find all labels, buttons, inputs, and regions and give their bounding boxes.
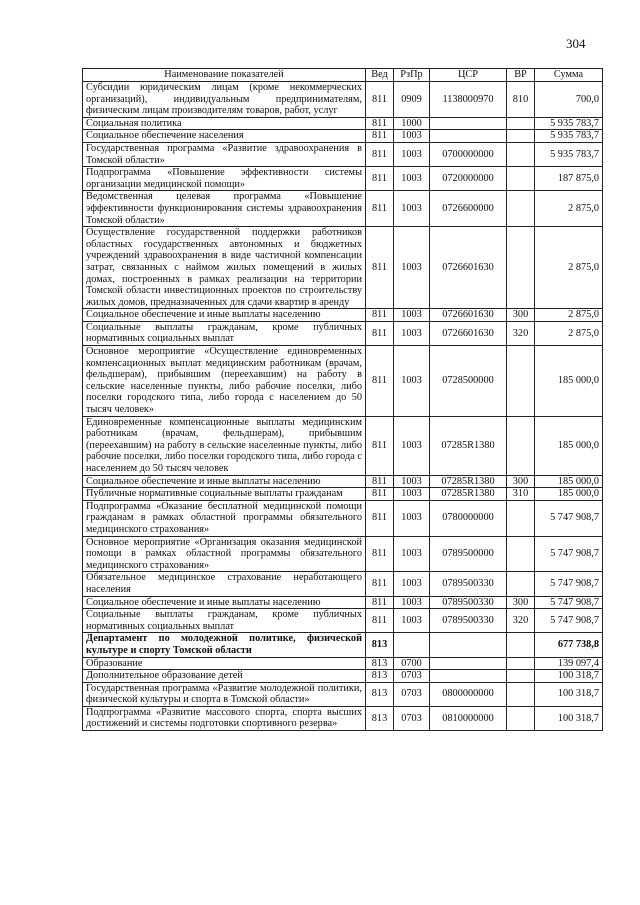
- row-csr-cell: 0810000000: [430, 706, 507, 730]
- row-name-cell: Социальные выплаты гражданам, кроме публичных нормативных социальных выплат: [83, 321, 366, 345]
- row-ved-cell: 811: [366, 82, 394, 118]
- row-vr-cell: [507, 130, 535, 143]
- row-name-cell: Департамент по молодежной политике, физической культуре и спорту Томской области: [83, 633, 366, 657]
- row-name-cell: Единовременные компенсационные выплаты медицинским работникам (врачам, фельдшерам), прибывшим (переехавшим) на работу в сельские населенные пункты, либо рабочие поселки, либо поселки городского типа, либо города с населением до 50 тысяч человек: [83, 416, 366, 475]
- row-name-cell: Основное мероприятие «Осуществление единовременных компенсационных выплат медицинским работникам (врачам, фельдшерам), прибывшим (переехавшим) на работу в сельские населенные пункты, либо рабочие поселки, либо поселки городского типа, либо города с населением до 50 тысяч человек»: [83, 346, 366, 417]
- row-sum-cell: 185 000,0: [535, 488, 603, 501]
- row-rzpr-cell: 0703: [394, 670, 430, 683]
- row-ved-cell: 813: [366, 657, 394, 670]
- column-header-vr: ВР: [507, 69, 535, 82]
- column-header-rzpr: РзПр: [394, 69, 430, 82]
- table-row: [83, 572, 603, 596]
- row-vr-cell: [507, 416, 535, 475]
- row-sum-cell: 185 000,0: [535, 416, 603, 475]
- row-name-cell: Дополнительное образование детей: [83, 670, 366, 683]
- row-rzpr-cell: 1003: [394, 596, 430, 609]
- table-row: [83, 670, 603, 683]
- row-vr-cell: 310: [507, 488, 535, 501]
- row-ved-cell: 811: [366, 117, 394, 130]
- row-ved-cell: 811: [366, 309, 394, 322]
- row-csr-cell: 0789500330: [430, 596, 507, 609]
- row-vr-cell: [507, 657, 535, 670]
- table-row: [83, 117, 603, 130]
- row-vr-cell: [507, 117, 535, 130]
- row-name-cell: Социальное обеспечение и иные выплаты населению: [83, 309, 366, 322]
- row-csr-cell: 1138000970: [430, 82, 507, 118]
- row-name-cell: Социальная политика: [83, 117, 366, 130]
- row-name-cell: Государственная программа «Развитие здравоохранения в Томской области»: [83, 142, 366, 166]
- row-ved-cell: 811: [366, 500, 394, 536]
- column-header-name: Наименование показателей: [83, 69, 366, 82]
- row-ved-cell: 811: [366, 609, 394, 633]
- row-csr-cell: 0789500330: [430, 572, 507, 596]
- row-rzpr-cell: 1003: [394, 475, 430, 488]
- row-csr-cell: 0720000000: [430, 167, 507, 191]
- table-row: [83, 500, 603, 536]
- table-row: [83, 475, 603, 488]
- row-rzpr-cell: 1003: [394, 191, 430, 227]
- row-sum-cell: 100 318,7: [535, 706, 603, 730]
- row-rzpr-cell: 1003: [394, 488, 430, 501]
- row-name-cell: Ведомственная целевая программа «Повышение эффективности функционирования системы здравоохранения Томской области»: [83, 191, 366, 227]
- row-vr-cell: 300: [507, 309, 535, 322]
- row-rzpr-cell: 1003: [394, 309, 430, 322]
- table-row: [83, 346, 603, 417]
- row-sum-cell: 185 000,0: [535, 346, 603, 417]
- table-row: [83, 536, 603, 572]
- row-sum-cell: 5 747 908,7: [535, 500, 603, 536]
- budget-table: [82, 68, 603, 731]
- row-vr-cell: [507, 633, 535, 657]
- row-csr-cell: 0789500330: [430, 609, 507, 633]
- column-header-sum: Сумма: [535, 69, 603, 82]
- table-header-row: [83, 69, 603, 82]
- row-sum-cell: 139 097,4: [535, 657, 603, 670]
- row-sum-cell: 2 875,0: [535, 321, 603, 345]
- row-sum-cell: 2 875,0: [535, 191, 603, 227]
- column-header-ved: Вед: [366, 69, 394, 82]
- row-rzpr-cell: 1003: [394, 416, 430, 475]
- row-name-cell: Образование: [83, 657, 366, 670]
- table-row: [83, 321, 603, 345]
- row-csr-cell: 07285R1380: [430, 475, 507, 488]
- table-row: [83, 682, 603, 706]
- row-csr-cell: [430, 117, 507, 130]
- row-name-cell: Социальное обеспечение и иные выплаты населению: [83, 596, 366, 609]
- table-row: [83, 488, 603, 501]
- row-name-cell: Публичные нормативные социальные выплаты гражданам: [83, 488, 366, 501]
- row-rzpr-cell: 1003: [394, 227, 430, 309]
- row-name-cell: Социальные выплаты гражданам, кроме публичных нормативных социальных выплат: [83, 609, 366, 633]
- row-csr-cell: 0800000000: [430, 682, 507, 706]
- row-sum-cell: 5 747 908,7: [535, 609, 603, 633]
- row-ved-cell: 813: [366, 682, 394, 706]
- row-ved-cell: 811: [366, 488, 394, 501]
- row-sum-cell: 5 935 783,7: [535, 142, 603, 166]
- row-rzpr-cell: 1003: [394, 572, 430, 596]
- row-sum-cell: 5 935 783,7: [535, 117, 603, 130]
- row-csr-cell: 0780000000: [430, 500, 507, 536]
- table-row: [83, 167, 603, 191]
- table-row: [83, 633, 603, 657]
- row-ved-cell: 813: [366, 670, 394, 683]
- row-sum-cell: 187 875,0: [535, 167, 603, 191]
- row-ved-cell: 811: [366, 321, 394, 345]
- row-csr-cell: 0726601630: [430, 227, 507, 309]
- row-rzpr-cell: 1003: [394, 130, 430, 143]
- row-csr-cell: [430, 633, 507, 657]
- row-rzpr-cell: 1003: [394, 321, 430, 345]
- row-rzpr-cell: 1003: [394, 536, 430, 572]
- row-ved-cell: 811: [366, 227, 394, 309]
- row-sum-cell: 100 318,7: [535, 682, 603, 706]
- row-name-cell: Обязательное медицинское страхование неработающего населения: [83, 572, 366, 596]
- row-sum-cell: 5 747 908,7: [535, 572, 603, 596]
- table-row: [83, 227, 603, 309]
- row-vr-cell: 810: [507, 82, 535, 118]
- row-vr-cell: [507, 142, 535, 166]
- row-csr-cell: 0726600000: [430, 191, 507, 227]
- row-vr-cell: [507, 670, 535, 683]
- row-sum-cell: 2 875,0: [535, 309, 603, 322]
- row-rzpr-cell: 1003: [394, 346, 430, 417]
- row-csr-cell: 0700000000: [430, 142, 507, 166]
- row-csr-cell: [430, 670, 507, 683]
- table-row: [83, 82, 603, 118]
- row-csr-cell: 0789500000: [430, 536, 507, 572]
- row-csr-cell: 07285R1380: [430, 488, 507, 501]
- row-csr-cell: 0728500000: [430, 346, 507, 417]
- column-header-csr: ЦСР: [430, 69, 507, 82]
- row-rzpr-cell: 0703: [394, 682, 430, 706]
- row-name-cell: Подпрограмма «Развитие массового спорта, спорта высших достижений и системы подготовки спортивного резерва»: [83, 706, 366, 730]
- table-row: [83, 706, 603, 730]
- row-vr-cell: [507, 706, 535, 730]
- row-name-cell: Субсидии юридическим лицам (кроме некоммерческих организаций), индивидуальным предпринимателям, физическим лицам производителям товаров, работ, услуг: [83, 82, 366, 118]
- row-ved-cell: 813: [366, 706, 394, 730]
- row-rzpr-cell: 1003: [394, 609, 430, 633]
- row-ved-cell: 811: [366, 130, 394, 143]
- row-csr-cell: 0726601630: [430, 309, 507, 322]
- row-rzpr-cell: [394, 633, 430, 657]
- row-name-cell: Социальное обеспечение населения: [83, 130, 366, 143]
- row-ved-cell: 811: [366, 191, 394, 227]
- row-sum-cell: 5 935 783,7: [535, 130, 603, 143]
- row-ved-cell: 813: [366, 633, 394, 657]
- table-row: [83, 142, 603, 166]
- table-row: [83, 191, 603, 227]
- row-sum-cell: 5 747 908,7: [535, 536, 603, 572]
- row-vr-cell: [507, 536, 535, 572]
- row-vr-cell: [507, 346, 535, 417]
- row-sum-cell: 100 318,7: [535, 670, 603, 683]
- table-row: [83, 596, 603, 609]
- row-vr-cell: 320: [507, 609, 535, 633]
- row-rzpr-cell: 1000: [394, 117, 430, 130]
- row-sum-cell: 2 875,0: [535, 227, 603, 309]
- row-vr-cell: 300: [507, 596, 535, 609]
- table-row: [83, 657, 603, 670]
- row-rzpr-cell: 0700: [394, 657, 430, 670]
- row-ved-cell: 811: [366, 346, 394, 417]
- row-vr-cell: [507, 682, 535, 706]
- row-csr-cell: [430, 657, 507, 670]
- row-sum-cell: 5 747 908,7: [535, 596, 603, 609]
- row-vr-cell: [507, 167, 535, 191]
- table-row: [83, 416, 603, 475]
- row-ved-cell: 811: [366, 475, 394, 488]
- row-ved-cell: 811: [366, 572, 394, 596]
- row-sum-cell: 677 738,8: [535, 633, 603, 657]
- table-row: [83, 309, 603, 322]
- row-ved-cell: 811: [366, 142, 394, 166]
- row-name-cell: Социальное обеспечение и иные выплаты населению: [83, 475, 366, 488]
- row-vr-cell: 320: [507, 321, 535, 345]
- row-name-cell: Государственная программа «Развитие молодежной политики, физической культуры и спорта в Томской области»: [83, 682, 366, 706]
- row-rzpr-cell: 1003: [394, 500, 430, 536]
- table-body: [83, 82, 603, 731]
- row-rzpr-cell: 0909: [394, 82, 430, 118]
- row-ved-cell: 811: [366, 536, 394, 572]
- table-row: [83, 130, 603, 143]
- row-vr-cell: [507, 191, 535, 227]
- row-name-cell: Осуществление государственной поддержки работников областных государственных автономных и бюджетных учреждений здравоохранения в виде частичной компенсации затрат, связанных с наймом жилых помещений в жилых домах, построенных в рамках реализации на территории Томской области инвестиционных проектов по строительству жилых домов, предназначенных для сдачи квартир в аренду: [83, 227, 366, 309]
- row-name-cell: Подпрограмма «Повышение эффективности системы организации медицинской помощи»: [83, 167, 366, 191]
- row-sum-cell: 185 000,0: [535, 475, 603, 488]
- row-vr-cell: 300: [507, 475, 535, 488]
- page-number: 304: [566, 36, 586, 51]
- row-csr-cell: 0726601630: [430, 321, 507, 345]
- row-csr-cell: [430, 130, 507, 143]
- table-row: [83, 609, 603, 633]
- row-ved-cell: 811: [366, 167, 394, 191]
- row-name-cell: Основное мероприятие «Организация оказания медицинской помощи в рамках областной программы обязательного медицинского страхования»: [83, 536, 366, 572]
- row-rzpr-cell: 0703: [394, 706, 430, 730]
- row-csr-cell: 07285R1380: [430, 416, 507, 475]
- row-ved-cell: 811: [366, 416, 394, 475]
- row-sum-cell: 700,0: [535, 82, 603, 118]
- row-vr-cell: [507, 572, 535, 596]
- row-rzpr-cell: 1003: [394, 167, 430, 191]
- row-vr-cell: [507, 227, 535, 309]
- row-ved-cell: 811: [366, 596, 394, 609]
- row-rzpr-cell: 1003: [394, 142, 430, 166]
- row-name-cell: Подпрограмма «Оказание бесплатной медицинской помощи гражданам в рамках областной программы обязательного медицинского страхования»: [83, 500, 366, 536]
- row-vr-cell: [507, 500, 535, 536]
